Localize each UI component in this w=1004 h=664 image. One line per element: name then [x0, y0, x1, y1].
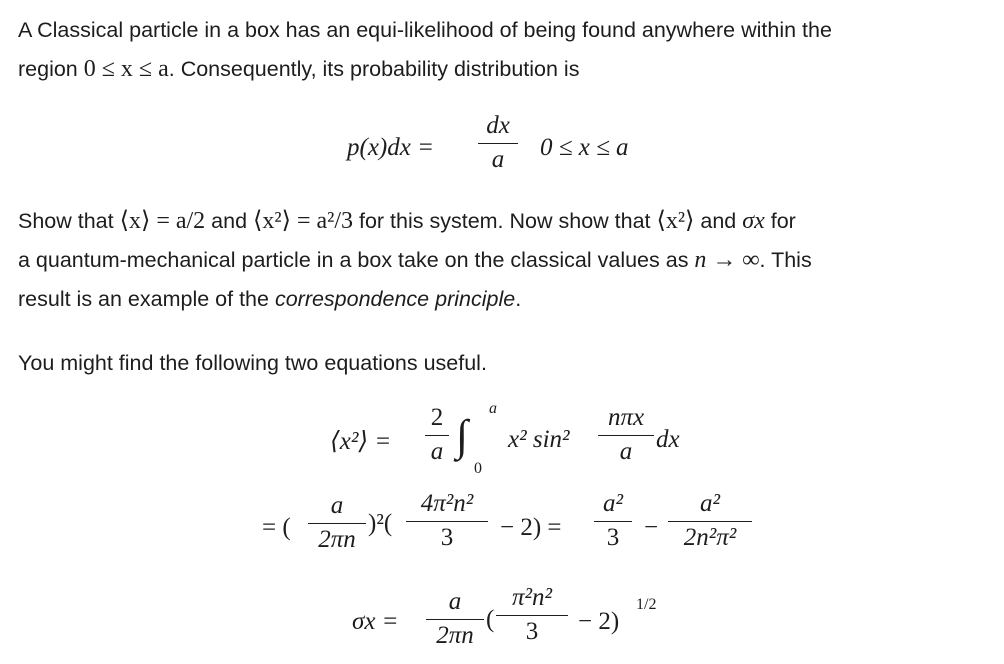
task-line-3: result is an example of the correspondence principle.: [18, 287, 522, 311]
eq1-fraction: dx a: [478, 112, 518, 174]
intro-line-2: region 0 ≤ x ≤ a. Consequently, its probability distribution is: [18, 56, 580, 82]
eq1-lhs: p(x)dx =: [347, 134, 434, 161]
integral-sign: ∫: [456, 411, 469, 460]
correspondence-principle-term: correspondence principle: [274, 287, 516, 311]
task-line-1: Show that ⟨x⟩ = a/2 and ⟨x²⟩ = a²/3 for this system. Now show that ⟨x²⟩ and σx for: [18, 208, 796, 234]
eq1-range: 0 ≤ x ≤ a: [540, 134, 629, 161]
range-math: 0 ≤ x ≤ a: [83, 56, 169, 82]
x-squared-integral-equation: ⟨x²⟩ = 2 a ∫ a 0 x² sin² nπx a dx = ( a 2πn )²( 4π²n² 3 − 2) = a² 3 − a² 2n²π² σx = a 2πn ( π²n² 3 − 2) 1/2: [0, 0, 1004, 664]
intro-line-1: A Classical particle in a box has an equi-likelihood of being found anywhere within the: [18, 18, 832, 42]
task-line-2: a quantum-mechanical particle in a box take on the classical values as n → ∞. This: [18, 247, 812, 273]
hint-text: You might find the following two equations useful.: [18, 351, 487, 375]
